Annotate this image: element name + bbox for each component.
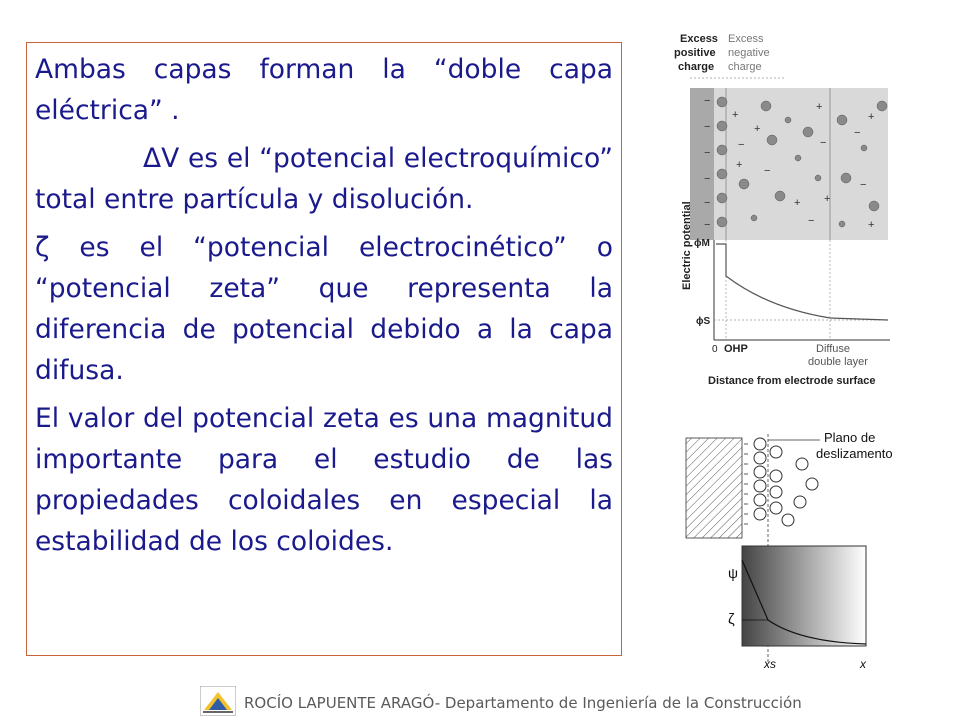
electrode	[690, 88, 714, 240]
label-positive-1: Excess	[680, 33, 718, 45]
y-axis-label: Electric potential	[681, 201, 693, 290]
psi-label: ψ	[728, 565, 738, 581]
particle-surface	[686, 438, 742, 538]
paragraph-double-layer: Ambas capas forman la “doble capa eléctrica” .	[35, 54, 613, 126]
paragraph-zeta: ζ es el “potencial electrocinético” o “potencial zeta” que representa la diferencia de potencial debido a la capa difusa.	[35, 232, 613, 386]
diffuse-label-1: Diffuse	[816, 343, 851, 355]
svg-text:−: −	[860, 179, 867, 191]
footer-text: ROCÍO LAPUENTE ARAGÓ- Departamento de Ingeniería de la Construcción	[244, 694, 802, 712]
zeta-potential-diagram	[680, 424, 916, 674]
paragraph-zeta-importance: El valor del potencial zeta es una magnitud importante para el estudio de las propiedades coloidales en especial la estabilidad de los coloides.	[35, 403, 613, 557]
svg-text:+: +	[794, 197, 801, 209]
svg-text:−: −	[704, 121, 711, 133]
x-axis-label: Distance from electrode surface	[708, 375, 876, 387]
svg-text:−: −	[704, 197, 711, 209]
footer	[0, 690, 960, 716]
svg-text:+: +	[736, 159, 743, 171]
svg-text:+: +	[824, 193, 831, 205]
svg-text:+: +	[754, 123, 761, 135]
zeta-label: ζ	[728, 611, 735, 628]
xs-label: xs	[764, 657, 776, 671]
paragraph-delta-v: ΔV es el “potencial electroquímico” total entre partícula y disolución.	[35, 143, 613, 215]
solution-region	[690, 88, 888, 240]
svg-text:−: −	[704, 95, 711, 107]
diffuse-label-2: double layer	[808, 356, 868, 368]
svg-text:−: −	[704, 173, 711, 185]
text-box	[26, 42, 622, 656]
svg-text:+: +	[732, 109, 739, 121]
slip-plane-label-1: Plano de	[824, 430, 876, 445]
label-positive-2: positive	[674, 47, 716, 59]
phi-m: ϕM	[694, 238, 710, 249]
phi-s: ϕS	[696, 316, 711, 327]
ohp-label: OHP	[724, 343, 748, 355]
svg-text:−: −	[808, 215, 815, 227]
svg-text:+: +	[868, 219, 875, 231]
university-logo-icon	[200, 686, 236, 716]
potential-curve	[716, 244, 888, 320]
svg-text:+: +	[816, 101, 823, 113]
label-positive-3: charge	[678, 61, 715, 73]
slip-plane-label-2: deslizamento	[816, 446, 893, 461]
svg-text:−: −	[820, 137, 827, 149]
svg-text:−: −	[704, 219, 711, 231]
svg-text:−: −	[704, 147, 711, 159]
label-negative-3: charge	[728, 61, 762, 73]
surface-charges	[744, 444, 748, 524]
potential-box	[742, 546, 866, 646]
svg-text:−: −	[738, 139, 745, 151]
svg-text:−: −	[854, 127, 861, 139]
label-negative-2: negative	[728, 47, 770, 59]
label-negative-1: Excess	[728, 33, 764, 45]
double-layer-diagram	[668, 28, 898, 398]
svg-text:+: +	[868, 111, 875, 123]
adsorbed-ions	[754, 438, 818, 526]
x-label: x	[860, 657, 866, 671]
svg-text:−: −	[764, 165, 771, 177]
origin-label: 0	[712, 344, 718, 355]
